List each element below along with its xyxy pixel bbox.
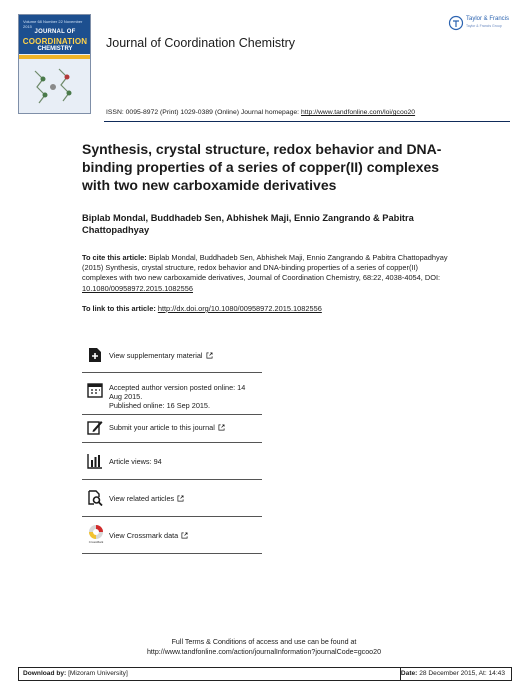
submit-row[interactable] bbox=[82, 415, 262, 443]
views-row bbox=[82, 443, 262, 480]
crossmark-logo-label: CrossMark bbox=[88, 540, 104, 544]
supplementary-row[interactable] bbox=[82, 338, 262, 373]
citation-label: To cite this article: bbox=[82, 253, 147, 262]
related-label: View related articles bbox=[109, 494, 175, 503]
issn-line bbox=[106, 109, 415, 116]
bar-chart-icon bbox=[87, 453, 103, 469]
journal-title: Journal of Coordination Chemistry bbox=[106, 36, 295, 50]
accepted-date: Accepted author version posted online: 14 Aug 2015. bbox=[109, 383, 246, 401]
external-link-icon bbox=[206, 352, 213, 359]
terms-notice bbox=[0, 638, 528, 657]
crossmark-label: View Crossmark data bbox=[109, 531, 179, 540]
publisher-logo[interactable] bbox=[448, 15, 518, 37]
cover-title-line2: COORDINATION bbox=[22, 37, 88, 46]
edit-pencil-icon bbox=[87, 419, 103, 435]
external-link-icon bbox=[218, 424, 225, 431]
downloaded-by bbox=[23, 670, 128, 677]
external-link-icon bbox=[177, 495, 184, 502]
terms-line1: Full Terms & Conditions of access and use can be found at bbox=[171, 638, 357, 646]
cover-issue-line: Volume 68 Number 22 November 2015 bbox=[23, 19, 83, 29]
citation-doi-link[interactable]: 10.1080/00958972.2015.1082556 bbox=[82, 283, 193, 293]
calendar-icon bbox=[87, 382, 103, 398]
submit-label: Submit your article to this journal bbox=[109, 423, 215, 432]
taylor-francis-logo-icon bbox=[448, 15, 464, 31]
article-authors: Biplab Mondal, Buddhadeb Sen, Abhishek Maji, Ennio Zangrando & Pabitra Chattopadhyay bbox=[82, 213, 414, 235]
supplementary-label: View supplementary material bbox=[109, 351, 203, 360]
cover-title-line3: CHEMISTRY bbox=[37, 46, 73, 52]
article-views: Article views: 94 bbox=[109, 457, 162, 466]
article-doi-link[interactable]: http://dx.doi.org/10.1080/00958972.2015.1082556 bbox=[157, 304, 322, 313]
header-divider bbox=[104, 121, 510, 122]
molecule-illustration-icon bbox=[29, 65, 81, 109]
cover-band bbox=[19, 55, 90, 59]
publisher-group: Taylor & Francis Group bbox=[466, 24, 502, 28]
date-label: Date: bbox=[400, 670, 418, 677]
article-title: Synthesis, crystal structure, redox behavior and DNA-binding properties of a series of copper(II) complexes with two new carboxamide derivatives bbox=[82, 141, 442, 193]
issn-text: ISSN: 0095-8972 (Print) 1029-0389 (Online) Journal homepage: bbox=[106, 109, 301, 116]
publisher-name: Taylor & Francis bbox=[466, 16, 510, 22]
external-link-icon bbox=[181, 532, 188, 539]
citation-block bbox=[82, 253, 452, 294]
crossmark-icon bbox=[87, 524, 105, 544]
publication-dates-row bbox=[82, 373, 262, 415]
citation-text: Biplab Mondal, Buddhadeb Sen, Abhishek Maji, Ennio Zangrando & Pabitra Chattopadhyay (2015) Synthesis, crystal structure, redox behavior and DNA-binding properties of a series of copper(II) complexes with two new carboxamide derivatives, Journal of Coordination Chemistry, 68:22, 4038-4054, DOI: bbox=[82, 253, 448, 283]
cover-title-line1: JOURNAL OF bbox=[34, 29, 76, 35]
terms-url[interactable]: http://www.tandfonline.com/action/journalInformation?journalCode=gcoo20 bbox=[146, 647, 382, 656]
related-row[interactable] bbox=[82, 480, 262, 517]
download-info-bar bbox=[18, 667, 512, 681]
date-value: 28 December 2015, At: 14:43 bbox=[417, 670, 505, 677]
downloaded-label: Download by: bbox=[23, 670, 67, 677]
downloaded-value: [Mizoram University] bbox=[66, 670, 128, 677]
related-articles-link[interactable] bbox=[109, 494, 259, 503]
link-line bbox=[82, 304, 322, 313]
crossmark-link[interactable] bbox=[109, 531, 259, 540]
supplementary-link[interactable] bbox=[109, 351, 259, 360]
journal-homepage-link[interactable]: http://www.tandfonline.com/loi/gcoo20 bbox=[300, 109, 416, 116]
published-date: Published online: 16 Sep 2015. bbox=[109, 401, 211, 410]
link-label: To link to this article: bbox=[82, 304, 158, 313]
journal-cover-image bbox=[18, 14, 91, 114]
submit-article-link[interactable] bbox=[109, 423, 259, 432]
document-plus-icon bbox=[87, 347, 103, 363]
download-date bbox=[401, 670, 505, 677]
search-document-icon bbox=[87, 490, 103, 506]
crossmark-row[interactable] bbox=[82, 517, 262, 554]
